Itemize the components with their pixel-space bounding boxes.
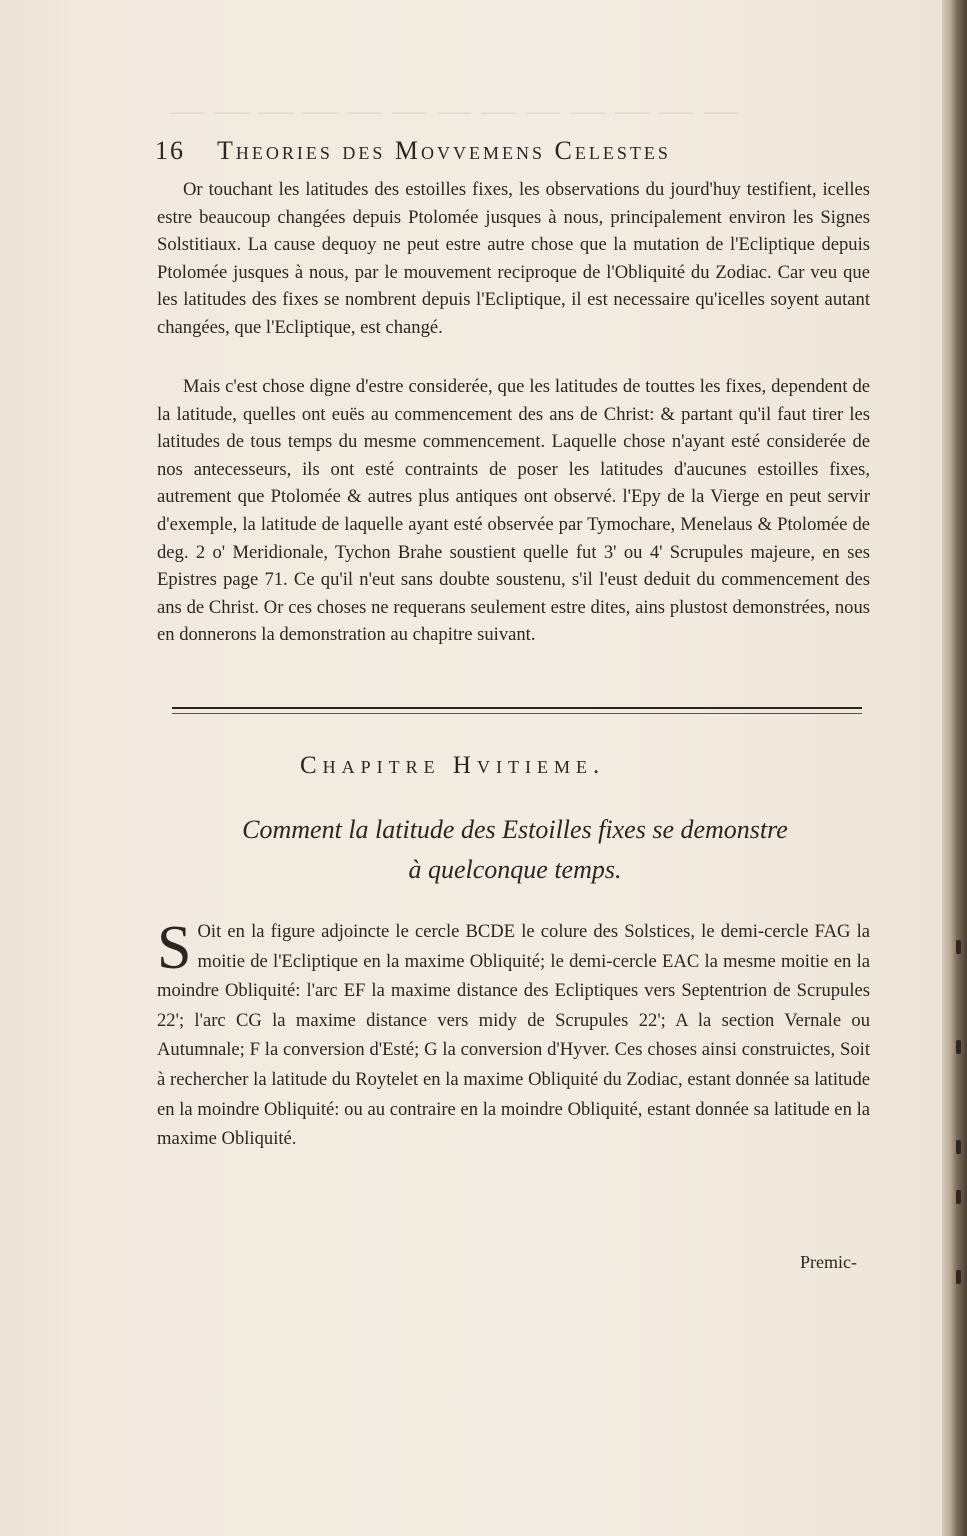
page-header xyxy=(155,136,835,170)
catchword: Premic- xyxy=(800,1252,857,1272)
bleed-through-text: — — — — — — — — — — — — — xyxy=(170,92,739,129)
spine-mark xyxy=(956,1270,961,1284)
spine-mark xyxy=(956,1190,961,1204)
page-number: 16 xyxy=(155,136,185,165)
book-spine xyxy=(942,0,967,1536)
section-divider xyxy=(172,707,862,714)
paragraph-3 xyxy=(157,914,870,1154)
spine-mark xyxy=(956,1040,961,1054)
paragraph-1: Or touchant les latitudes des estoilles fixes, les observations du jourd'huy testifient, icelles estre beaucoup changées depuis Ptolomée jusques à nous, principalement environ les Signes Solstitiaux. La cause dequoy ne peut estre autre chose que la mutation de l'Ecliptique depuis Ptolomée jusques à nous, par le mouvement reciproque de l'Obliquité du Zodiac. Car veu que les latitudes des fixes se nombrent depuis l'Ecliptique, il est necessaire qu'icelles soyent autant changées, que l'Ecliptique, est changé. xyxy=(157,179,870,338)
chapter-title: Chapitre Hvitieme. xyxy=(300,752,606,779)
paragraph-2: Mais c'est chose digne d'estre considerée, que les latitudes de touttes les fixes, dependent de la latitude, quelles ont euës au commencement des ans de Christ: & partant qu'il faut tirer les latitudes de tous temps du mesme commencement. Laquelle chose n'ayant esté considerée de nos antecesseurs, ils ont esté contraints de poser les latitudes d'aucunes estoilles fixes, autrement que Ptolomée & autres plus antiques ont observé. l'Epy de la Vierge en peut servir d'exemple, la latitude de laquelle ayant esté observée par Tymochare, Menelaus & Ptolomée de deg. 2 o' Meridionale, Tychon Brahe soustient quelle fut 3' ou 4' Scrupules majeure, en ses Epistres page 71. Ce qu'il n'eut sans doubte soustenu, s'il l'eust deduit du commencement des ans de Christ. Or ces choses ne requerans seulement estre dites, ains plustost demonstrées, nous en donnerons la demonstration au chapitre suivant. xyxy=(157,376,870,646)
spine-mark xyxy=(956,940,961,954)
chapter-subtitle-line-1: Comment la latitude des Estoilles fixes se demonstre xyxy=(242,815,788,844)
chapter-subtitle-line-2: à quelconque temps. xyxy=(408,855,622,884)
spine-mark xyxy=(956,1140,961,1154)
running-head: Theories des Movvemens Celestes xyxy=(217,136,671,165)
drop-cap: S xyxy=(157,914,192,982)
paragraph-3-text: Oit en la figure adjoincte le cercle BCDE le colure des Solstices, le demi-cercle FAG la moitie de l'Ecliptique en la maxime Obliquité; le demi-cercle EAC la mesme moitie en la moindre Obliquité: l'arc EF la maxime distance des Ecliptiques vers Septentrion de Scrupules 22'; l'arc CG la maxime distance vers midy de Scrupules 22'; A la section Vernale ou Autumnale; F la conversion d'Esté; G la conversion d'Hyver. Ces choses ainsi construictes, Soit à rechercher la latitude du Roytelet en la maxime Obliquité du Zodiac, estant donnée sa latitude en la moindre Obliquité: ou au contraire en la moindre Obliquité, estant donnée sa latitude en la maxime Obliquité. xyxy=(157,921,870,1150)
